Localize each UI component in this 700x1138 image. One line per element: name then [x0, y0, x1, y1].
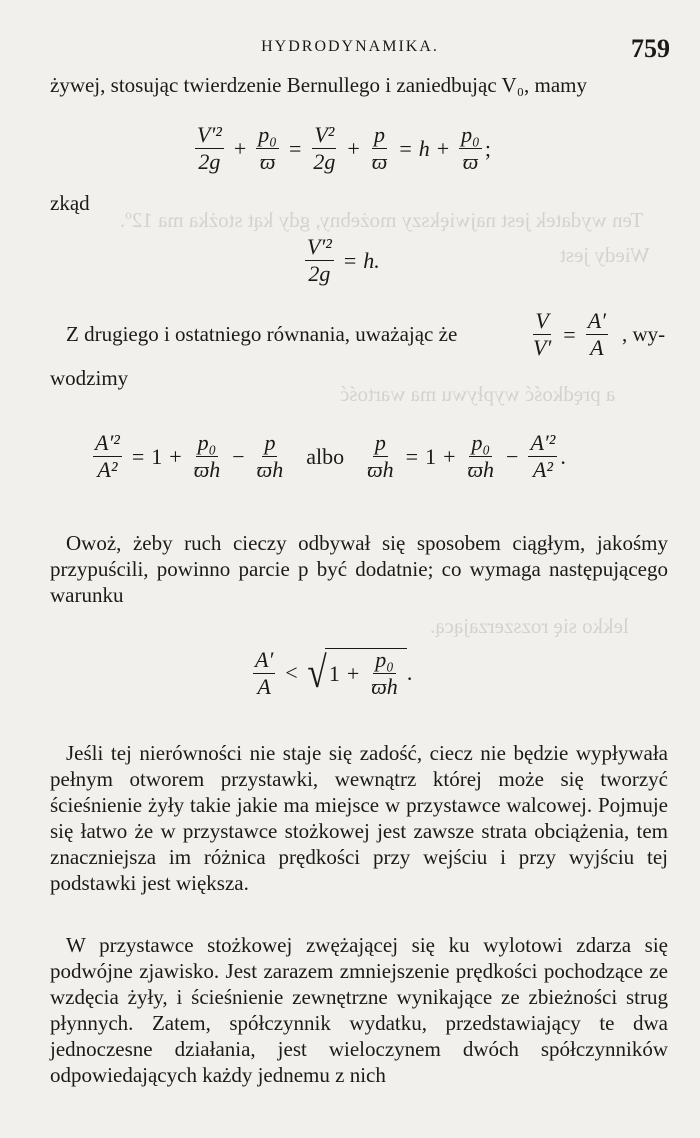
paragraph-ratio-tail: , wy- [622, 322, 666, 346]
paragraph-inequality-note: Jeśli tej nierówności nie staje się zadość, ciecz nie będzie wypływała pełnym otworem przystawki, wewnątrz której może się tworzyć ścieśnienie żyły takie jakie ma miejsce w przystawce walcowej. Pojmuje się łatwo że w przystawce stożkowej jest zawsze strata obciążenia, tem znaczniejsza im różnica prędkości przy wejściu i przy wyjściu tej podstawki jest większa. [50, 741, 668, 895]
paragraph-converging-nozzle: W przystawce stożkowej zwężającej się ku wylotowi zdarza się podwójne zjawisko. Jest zarazem zmniejszenie prędkości pochodzące ze wzdęcia żyły, i ścieśnienie zewnętrzne wynikające ze zbieżności strug płynnych. Zatem, spółczynnik wydatku, przedstawiający te dwa jednoczesne działania, jest wieloczynem dwóch spółczynników odpowiedających każdy jednemu z nich [50, 933, 668, 1087]
bleed-through-line: a prędkość wypływu ma wartość [340, 382, 616, 406]
word-wodzimy: wodzimy [50, 366, 129, 390]
bleed-through-line: lekko się rozszerzającą. [430, 614, 629, 638]
running-head [0, 34, 700, 64]
equation-inequality: $\frac{A'}{A}$ < √ 1 + $\frac{\text{p₀}}{ϖh}$ . [255, 646, 413, 699]
equation-ratio: $\frac{V}{V'}$ = $\frac{A'}{A}$ [533, 308, 606, 360]
bleed-through-line: Ten wydatek jest największy możebny, gdy kąt stożka ma 12º. [120, 208, 644, 232]
word-albo: albo [306, 443, 345, 469]
paragraph-condition: Owoż, żeby ruch cieczy odbywał się sposobem ciągłym, jakośmy przypuścili, powinno parcie p być dodatnie; co wymaga następującego warunku [50, 531, 668, 607]
page-number: 759 [631, 34, 670, 63]
bleed-through-line: Wiedy jest [560, 243, 650, 267]
paragraph-intro: żywej, stosując twierdzenie Bernullego i zaniedbując V₀, mamy [50, 73, 588, 97]
equation-bernoulli: $\frac{\text{V′²}}{2g}$ + $\frac{\text{p₀}}{ϖ}$ = $\frac{\text{V²}}{2g}$ + $\frac{p}{ϖ}$ = h + $\frac{\text{p₀}}{ϖ}$ ; [197, 122, 491, 174]
running-title: HYDRODYNAMIKA. [261, 38, 439, 55]
equation-pressure: $\frac{\text{A′²}}{\text{A²}}$ = 1 + $\frac{\text{p₀}}{ϖh}$ − $\frac{p}{ϖh}$ albo $\frac{p}{ϖh}$ = 1 + $\frac{\text{p₀}}{ϖh}$ − $\frac{\text{A′²}}{\text{A²}}$ . [95, 430, 566, 482]
sqrt-icon: √ 1 + $\frac{\text{p₀}}{ϖh}$ [305, 648, 407, 698]
paragraph-ratio-lead: Z drugiego i ostatniego równania, uważając że [66, 322, 458, 346]
word-zkad: zkąd [50, 191, 90, 215]
equation-head: $\frac{\text{V′²}}{2g}$ = h. [307, 234, 380, 286]
